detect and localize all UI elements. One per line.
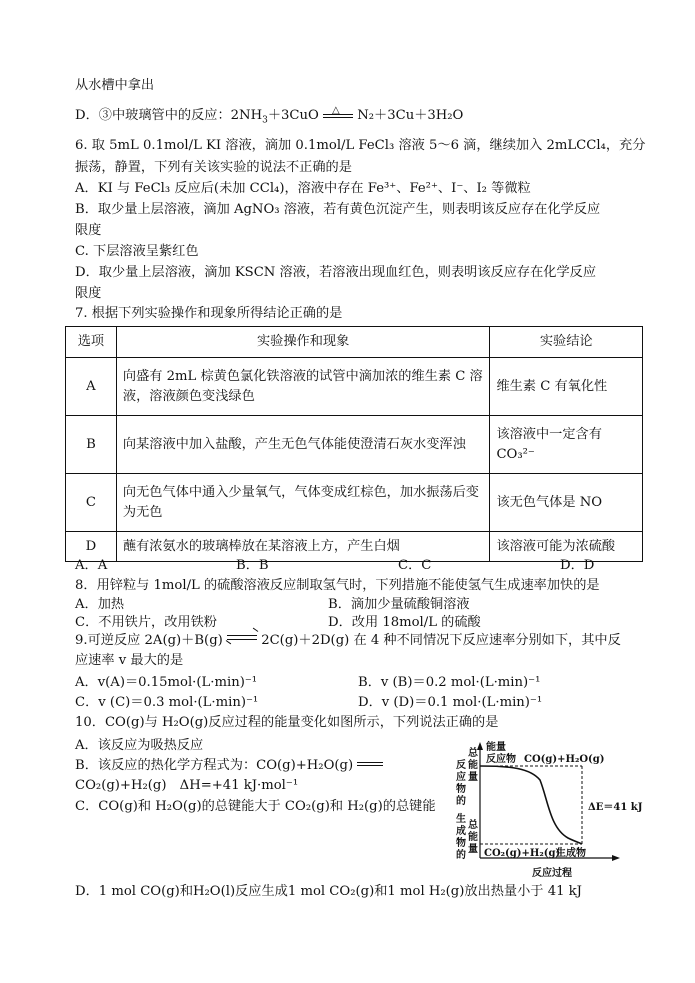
- header-option: 选项: [66, 327, 117, 358]
- energy-curve: [480, 766, 582, 844]
- table-header-row: [66, 327, 643, 358]
- left-label: 应: [456, 772, 466, 783]
- q6-option-d-line2: 限度: [75, 286, 102, 301]
- delta-e-label: ΔE＝41 kJ: [588, 802, 643, 813]
- product-label: 生成物: [556, 848, 586, 859]
- row-conclusion: 该无色气体是 NO: [490, 474, 643, 532]
- left-label: 的: [456, 796, 466, 807]
- row-option: B: [66, 416, 117, 474]
- q9-option-d: D．v (D)＝0.1 mol·(L·min)⁻¹: [358, 695, 543, 710]
- q6-option-c: C. 下层溶液呈紫红色: [75, 244, 199, 259]
- left-label: 反: [456, 760, 466, 771]
- q8-stem: 8．用锌粒与 1mol/L 的硫酸溶液反应制取氢气时，下列措施不能使氢气生成速率加快的是: [75, 578, 600, 593]
- header-conclusion: 实验结论: [490, 327, 643, 358]
- table-row: [66, 358, 643, 416]
- continuation-line: 从水槽中拿出: [75, 78, 155, 93]
- q6-option-d-line1: D．取少量上层溶液，滴加 KSCN 溶液，若溶液出现血红色，则表明该反应存在化学反应: [75, 265, 597, 280]
- x-axis-label: 反应过程: [532, 868, 572, 879]
- table-row: [66, 416, 643, 474]
- left-label: 成: [456, 826, 466, 837]
- header-operation: 实验操作和现象: [116, 327, 490, 358]
- left-label: 物: [456, 784, 466, 795]
- heat-equals-sign: △: [323, 107, 353, 121]
- q8-option-c: C．不用铁片，改用铁粉: [75, 615, 217, 630]
- left-label: 生: [456, 814, 466, 825]
- q10-option-b-line1: B．该反应的热化学方程式为：CO(g)+H₂O(g): [75, 757, 383, 775]
- left-label: 能: [468, 760, 478, 771]
- q5-option-d: D．③中玻璃管中的反应：$2NH_3+3CuO$ △ N₂＋3Cu＋3H₂O: [75, 105, 464, 126]
- row-conclusion: 该溶液可能为浓硫酸: [490, 532, 643, 562]
- q7-choice-a: A．A: [75, 558, 108, 573]
- row-operation: 向盛有 2mL 棕黄色氯化铁溶液的试管中滴加浓的维生素 C 溶液，溶液颜色变浅绿色: [116, 358, 490, 416]
- left-label: 的: [456, 850, 466, 861]
- table-row: [66, 532, 643, 562]
- q10-stem: 10．CO(g)与 H₂O(g)反应过程的能量变化如图所示，下列说法正确的是: [75, 715, 499, 730]
- q9-option-b: B．v (B)＝0.2 mol·(L·min)⁻¹: [358, 675, 541, 690]
- left-label: 量: [468, 844, 478, 855]
- row-option: A: [66, 358, 117, 416]
- q9-stem-line1: 9.可逆反应 2A(g)＋B(g) 2C(g)＋2D(g) 在 4 种不同情况下反应速率分别如下，其中反: [75, 632, 621, 650]
- q6-stem-line1: 6. 取 5mL 0.1mol/L KI 溶液，滴加 0.1mol/L FeCl₃ 溶液 5～6 滴，继续加入 2mLCCl₄，充分: [75, 138, 646, 153]
- q10-option-c: C．CO(g)和 H₂O(g)的总键能大于 CO₂(g)和 H₂(g)的总键能: [75, 799, 436, 814]
- energy-diagram: [440, 740, 643, 882]
- row-conclusion: 维生素 C 有氧化性: [490, 358, 643, 416]
- row-operation: 蘸有浓氨水的玻璃棒放在某溶液上方，产生白烟: [116, 532, 490, 562]
- reactant-label: 反应物: [486, 754, 516, 765]
- q6-option-a: A．KI 与 FeCl₃ 反应后(未加 CCl₄)，溶液中存在 Fe³⁺、Fe²⁺、I⁻、I₂ 等微粒: [75, 181, 531, 196]
- q8-option-b: B．滴加少量硫酸铜溶液: [328, 597, 470, 612]
- q7-experiment-table: [65, 326, 643, 562]
- table-row: [66, 474, 643, 532]
- q6-stem-line2: 振荡，静置，下列有关该实验的说法不正确的是: [75, 160, 352, 175]
- q8-option-a: A．加热: [75, 597, 125, 612]
- q7-choice-d: D．D: [560, 558, 595, 573]
- q10-option-b-line2: CO₂(g)+H₂(g) ΔH=+41 kJ·mol⁻¹: [75, 778, 299, 793]
- q8-option-d: D．改用 18mol/L 的硫酸: [328, 615, 481, 630]
- equals-sign: [357, 760, 383, 768]
- left-label: 物: [456, 838, 466, 849]
- left-label: 总: [468, 820, 478, 831]
- row-operation: 向无色气体中通入少量氧气，气体变成红棕色，加水振荡后变为无色: [116, 474, 490, 532]
- q6-option-b-line2: 限度: [75, 223, 102, 238]
- reactant-formula: CO(g)+H₂O(g): [524, 754, 605, 765]
- q9-option-a: A．v(A)＝0.15mol·(L·min)⁻¹: [75, 675, 258, 690]
- row-option: C: [66, 474, 117, 532]
- q6-option-b-line1: B．取少量上层溶液，滴加 AgNO₃ 溶液，若有黄色沉淀产生，则表明该反应存在化学反应: [75, 202, 601, 217]
- row-option: D: [66, 532, 117, 562]
- q7-choice-b: B．B: [236, 558, 269, 573]
- left-label: 量: [468, 772, 478, 783]
- product-formula: CO₂(g)+H₂(g): [484, 848, 561, 859]
- q9-stem-line2: 应速率 v 最大的是: [75, 653, 184, 668]
- row-conclusion: 该溶液中一定含有 CO₃²⁻: [490, 416, 643, 474]
- q7-choice-c: C．C: [398, 558, 432, 573]
- q10-option-d: D．1 mol CO(g)和H₂O(l)反应生成1 mol CO₂(g)和1 mol H₂(g)放出热量小于 41 kJ: [75, 884, 582, 899]
- x-axis-arrow-icon: [612, 855, 620, 861]
- left-label: 总: [468, 748, 478, 759]
- y-axis-label: 能量: [486, 742, 506, 753]
- q10-option-a: A．该反应为吸热反应: [75, 738, 204, 753]
- reversible-arrow-icon: [227, 632, 257, 644]
- q9-option-c: C．v (C)＝0.3 mol·(L·min)⁻¹: [75, 695, 259, 710]
- row-operation: 向某溶液中加入盐酸，产生无色气体能使澄清石灰水变浑浊: [116, 416, 490, 474]
- q7-stem: 7. 根据下列实验操作和现象所得结论正确的是: [75, 306, 343, 321]
- left-label: 能: [468, 832, 478, 843]
